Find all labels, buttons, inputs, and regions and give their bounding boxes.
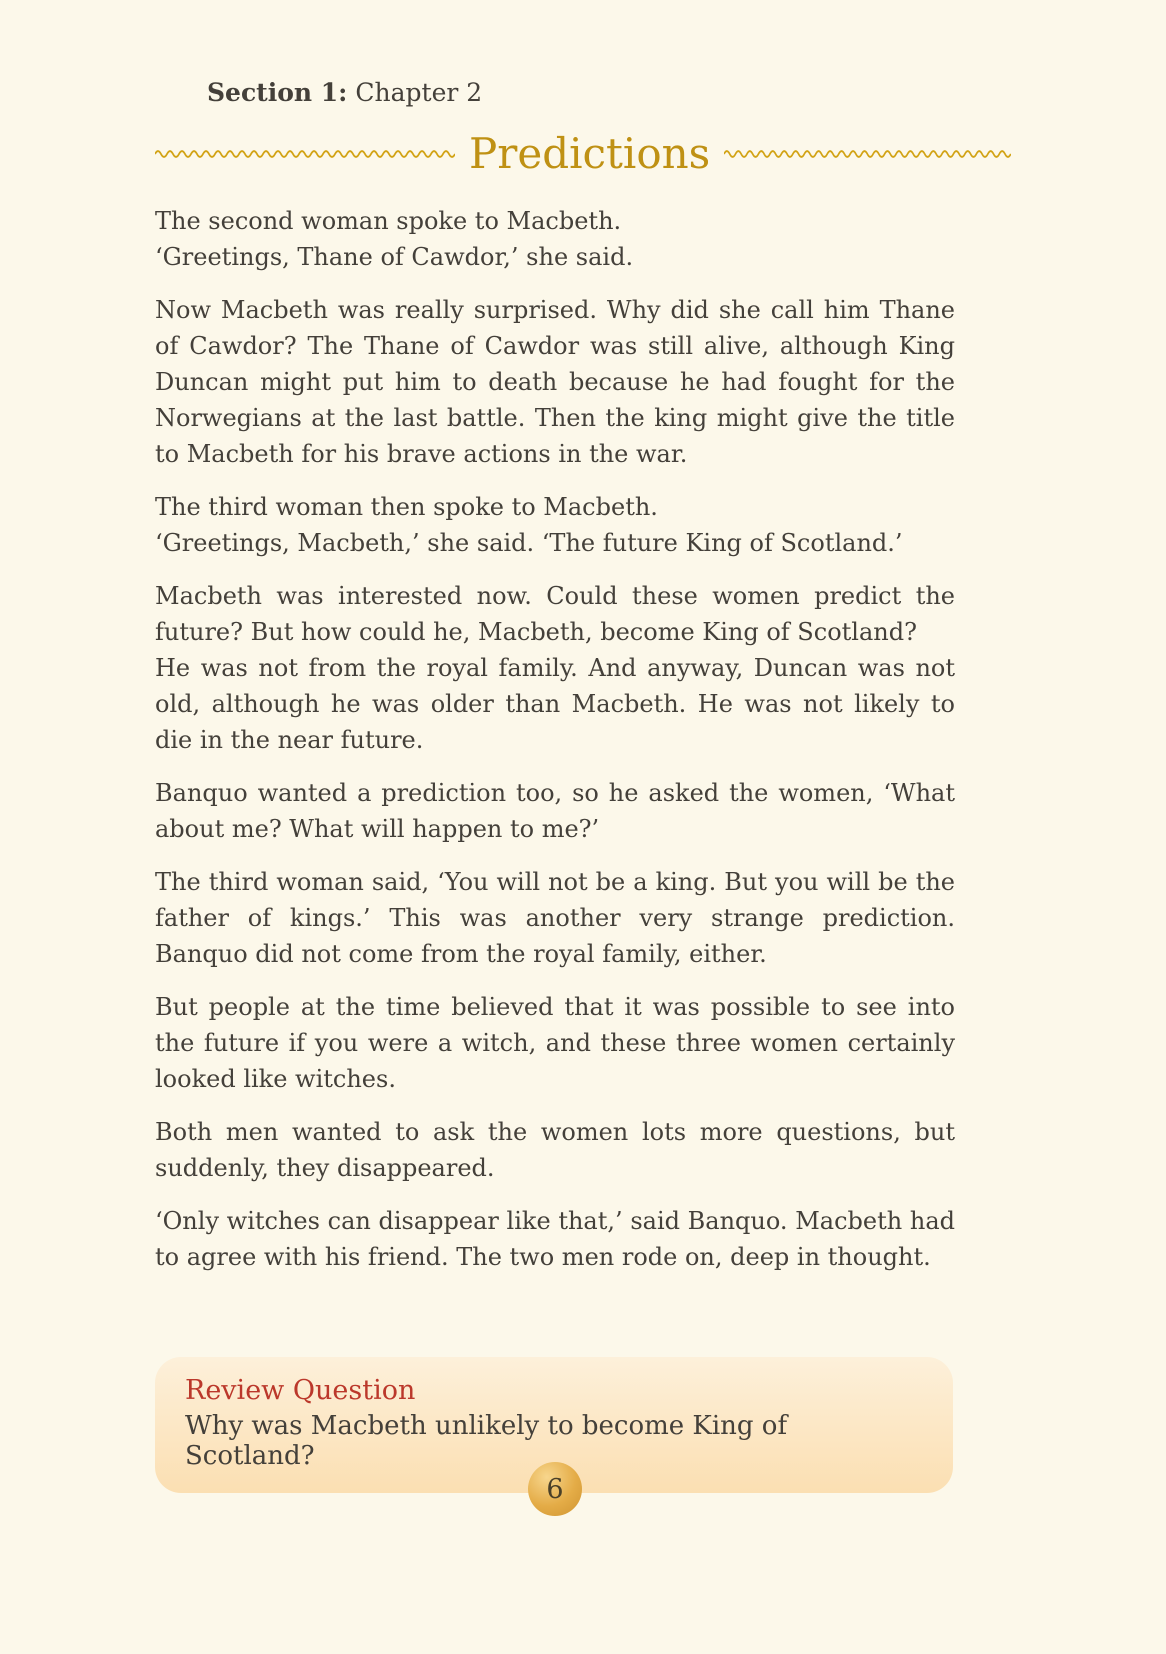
title-row: [155, 131, 1011, 177]
review-question-text: Why was Macbeth unlikely to become King of Scotland?: [185, 1411, 788, 1471]
paragraph: [155, 292, 955, 472]
wavy-divider-right-icon: [724, 147, 1011, 161]
wavy-divider-left-icon: [155, 147, 455, 161]
paragraph: [155, 989, 955, 1097]
paragraph: [155, 489, 955, 561]
chapter-title: Predictions: [469, 129, 711, 178]
paragraph-line: The third woman said, ‘You will not be a king. But you will be the father of kings.’ This was another very strange prediction. Banquo did not come from the royal family, either.: [155, 868, 955, 969]
page-number-badge: [528, 1462, 582, 1516]
review-question-heading: Review Question: [185, 1375, 416, 1406]
page-number: 6: [546, 1473, 564, 1505]
paragraph: [155, 775, 955, 847]
paragraph-line: Macbeth was interested now. Could these women predict the future? But how could he, Macbeth, become King of Scotland?: [155, 582, 955, 647]
paragraph: [155, 578, 955, 758]
paragraph: [155, 203, 955, 275]
paragraph-line: But people at the time believed that it was possible to see into the future if you were a witch, and these three women certainly looked like witches.: [155, 993, 955, 1094]
paragraph-line: Now Macbeth was really surprised. Why did she call him Thane of Cawdor? The Thane of Cawdor was still alive, although King Duncan might put him to death because he had fought for the Norwegians at the last battle. Then the king might give the title to Macbeth for his brave actions in the war.: [155, 296, 955, 469]
paragraph-line: The second woman spoke to Macbeth.: [155, 207, 622, 236]
paragraph-line: ‘Greetings, Macbeth,’ she said. ‘The future King of Scotland.’: [155, 529, 903, 558]
paragraph: [155, 1203, 955, 1275]
paragraph-line: The third woman then spoke to Macbeth.: [155, 493, 658, 522]
chapter-body: [155, 203, 955, 1275]
paragraph-line: ‘Greetings, Thane of Cawdor,’ she said.: [155, 243, 634, 272]
paragraph-line: He was not from the royal family. And anyway, Duncan was not old, although he was older than Macbeth. He was not likely to die in the near future.: [155, 654, 955, 755]
paragraph-line: Both men wanted to ask the women lots more questions, but suddenly, they disappeared.: [155, 1118, 955, 1183]
chapter-label: Chapter 2: [355, 78, 483, 107]
paragraph-line: Banquo wanted a prediction too, so he asked the women, ‘What about me? What will happen to me?’: [155, 779, 955, 844]
paragraph-line: ‘Only witches can disappear like that,’ said Banquo. Macbeth had to agree with his friend. The two men rode on, deep in thought.: [155, 1207, 955, 1272]
section-label: Section 1:: [207, 78, 348, 107]
paragraph: [155, 864, 955, 972]
paragraph: [155, 1114, 955, 1186]
chapter-header: [155, 78, 1011, 107]
